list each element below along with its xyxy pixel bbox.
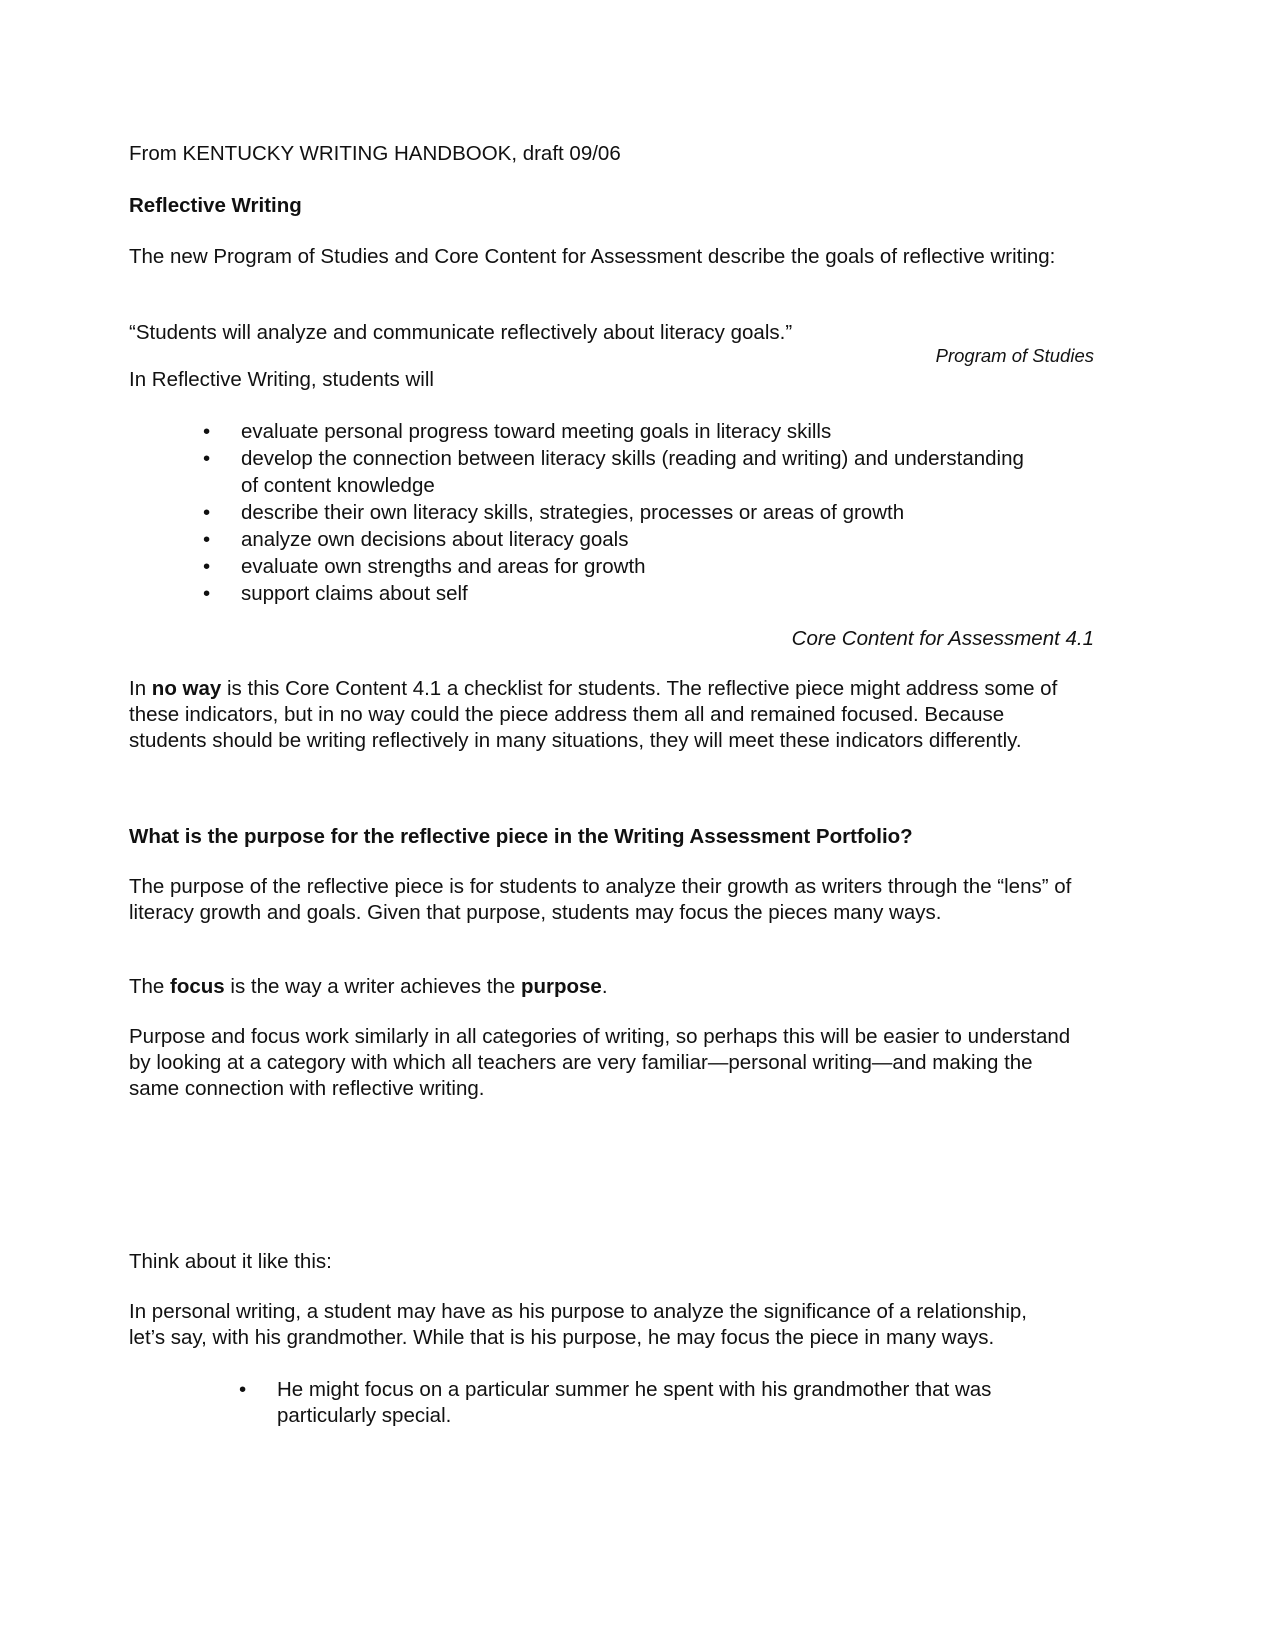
focus-definition: The focus is the way a writer achieves the purpose. <box>129 975 608 998</box>
list-item: • analyze own decisions about literacy goals <box>203 528 629 551</box>
quote-source: Program of Studies <box>935 345 1094 366</box>
example-paragraph: In personal writing, a student may have as his purpose to analyze the significance of a relationship, let’s say, with his grandmother. While that is his purpose, he may focus the piece in many ways. <box>129 1300 1027 1349</box>
purpose-answer: The purpose of the reflective piece is for students to analyze their growth as writers through the “lens” of literacy growth and goals. Given that purpose, students may focus the pieces many ways. <box>129 875 1072 924</box>
bullet-icon: • <box>203 420 211 443</box>
bullet-icon: • <box>203 582 211 605</box>
bullet-icon: • <box>203 528 211 551</box>
checklist-note: In no way is this Core Content 4.1 a checklist for students. The reflective piece might address some of these indicators, but in no way could the piece address them all and remained focused. Because students should be writing reflectively in many situations, they will meet these indicators differently. <box>129 677 1058 752</box>
goals-list <box>129 418 1029 607</box>
bullet-icon: • <box>203 555 211 578</box>
list-item: • evaluate personal progress toward meeting goals in literacy skills <box>203 420 832 443</box>
bullet-icon: • <box>203 501 211 524</box>
goal-quote: “Students will analyze and communicate reflectively about literacy goals.” <box>129 321 793 344</box>
source-line: From KENTUCKY WRITING HANDBOOK, draft 09/06 <box>129 142 621 165</box>
list-item: • He might focus on a particular summer he spent with his grandmother that was particularly special. <box>239 1378 992 1427</box>
comparison-paragraph: Purpose and focus work similarly in all categories of writing, so perhaps this will be easier to understand by looking at a category with which all teachers are very familiar—personal writing—and making the same connection with reflective writing. <box>129 1025 1071 1100</box>
purpose-question: What is the purpose for the reflective piece in the Writing Assessment Portfolio? <box>129 825 913 848</box>
list-intro: In Reflective Writing, students will <box>129 368 434 391</box>
bullet-icon: • <box>239 1378 247 1401</box>
think-line: Think about it like this: <box>129 1250 332 1273</box>
bullet-icon: • <box>203 447 211 470</box>
intro-paragraph: The new Program of Studies and Core Content for Assessment describe the goals of reflective writing: <box>129 245 1056 268</box>
list-item: • evaluate own strengths and areas for growth <box>203 555 646 578</box>
list-source: Core Content for Assessment 4.1 <box>791 627 1094 650</box>
list-item: • describe their own literacy skills, strategies, processes or areas of growth <box>203 501 905 524</box>
list-item: • develop the connection between literacy skills (reading and writing) and understanding of content knowledge <box>203 447 1024 497</box>
example-list <box>129 1377 1069 1429</box>
list-item: • support claims about self <box>203 582 468 605</box>
section-title-reflective-writing: Reflective Writing <box>129 194 302 217</box>
